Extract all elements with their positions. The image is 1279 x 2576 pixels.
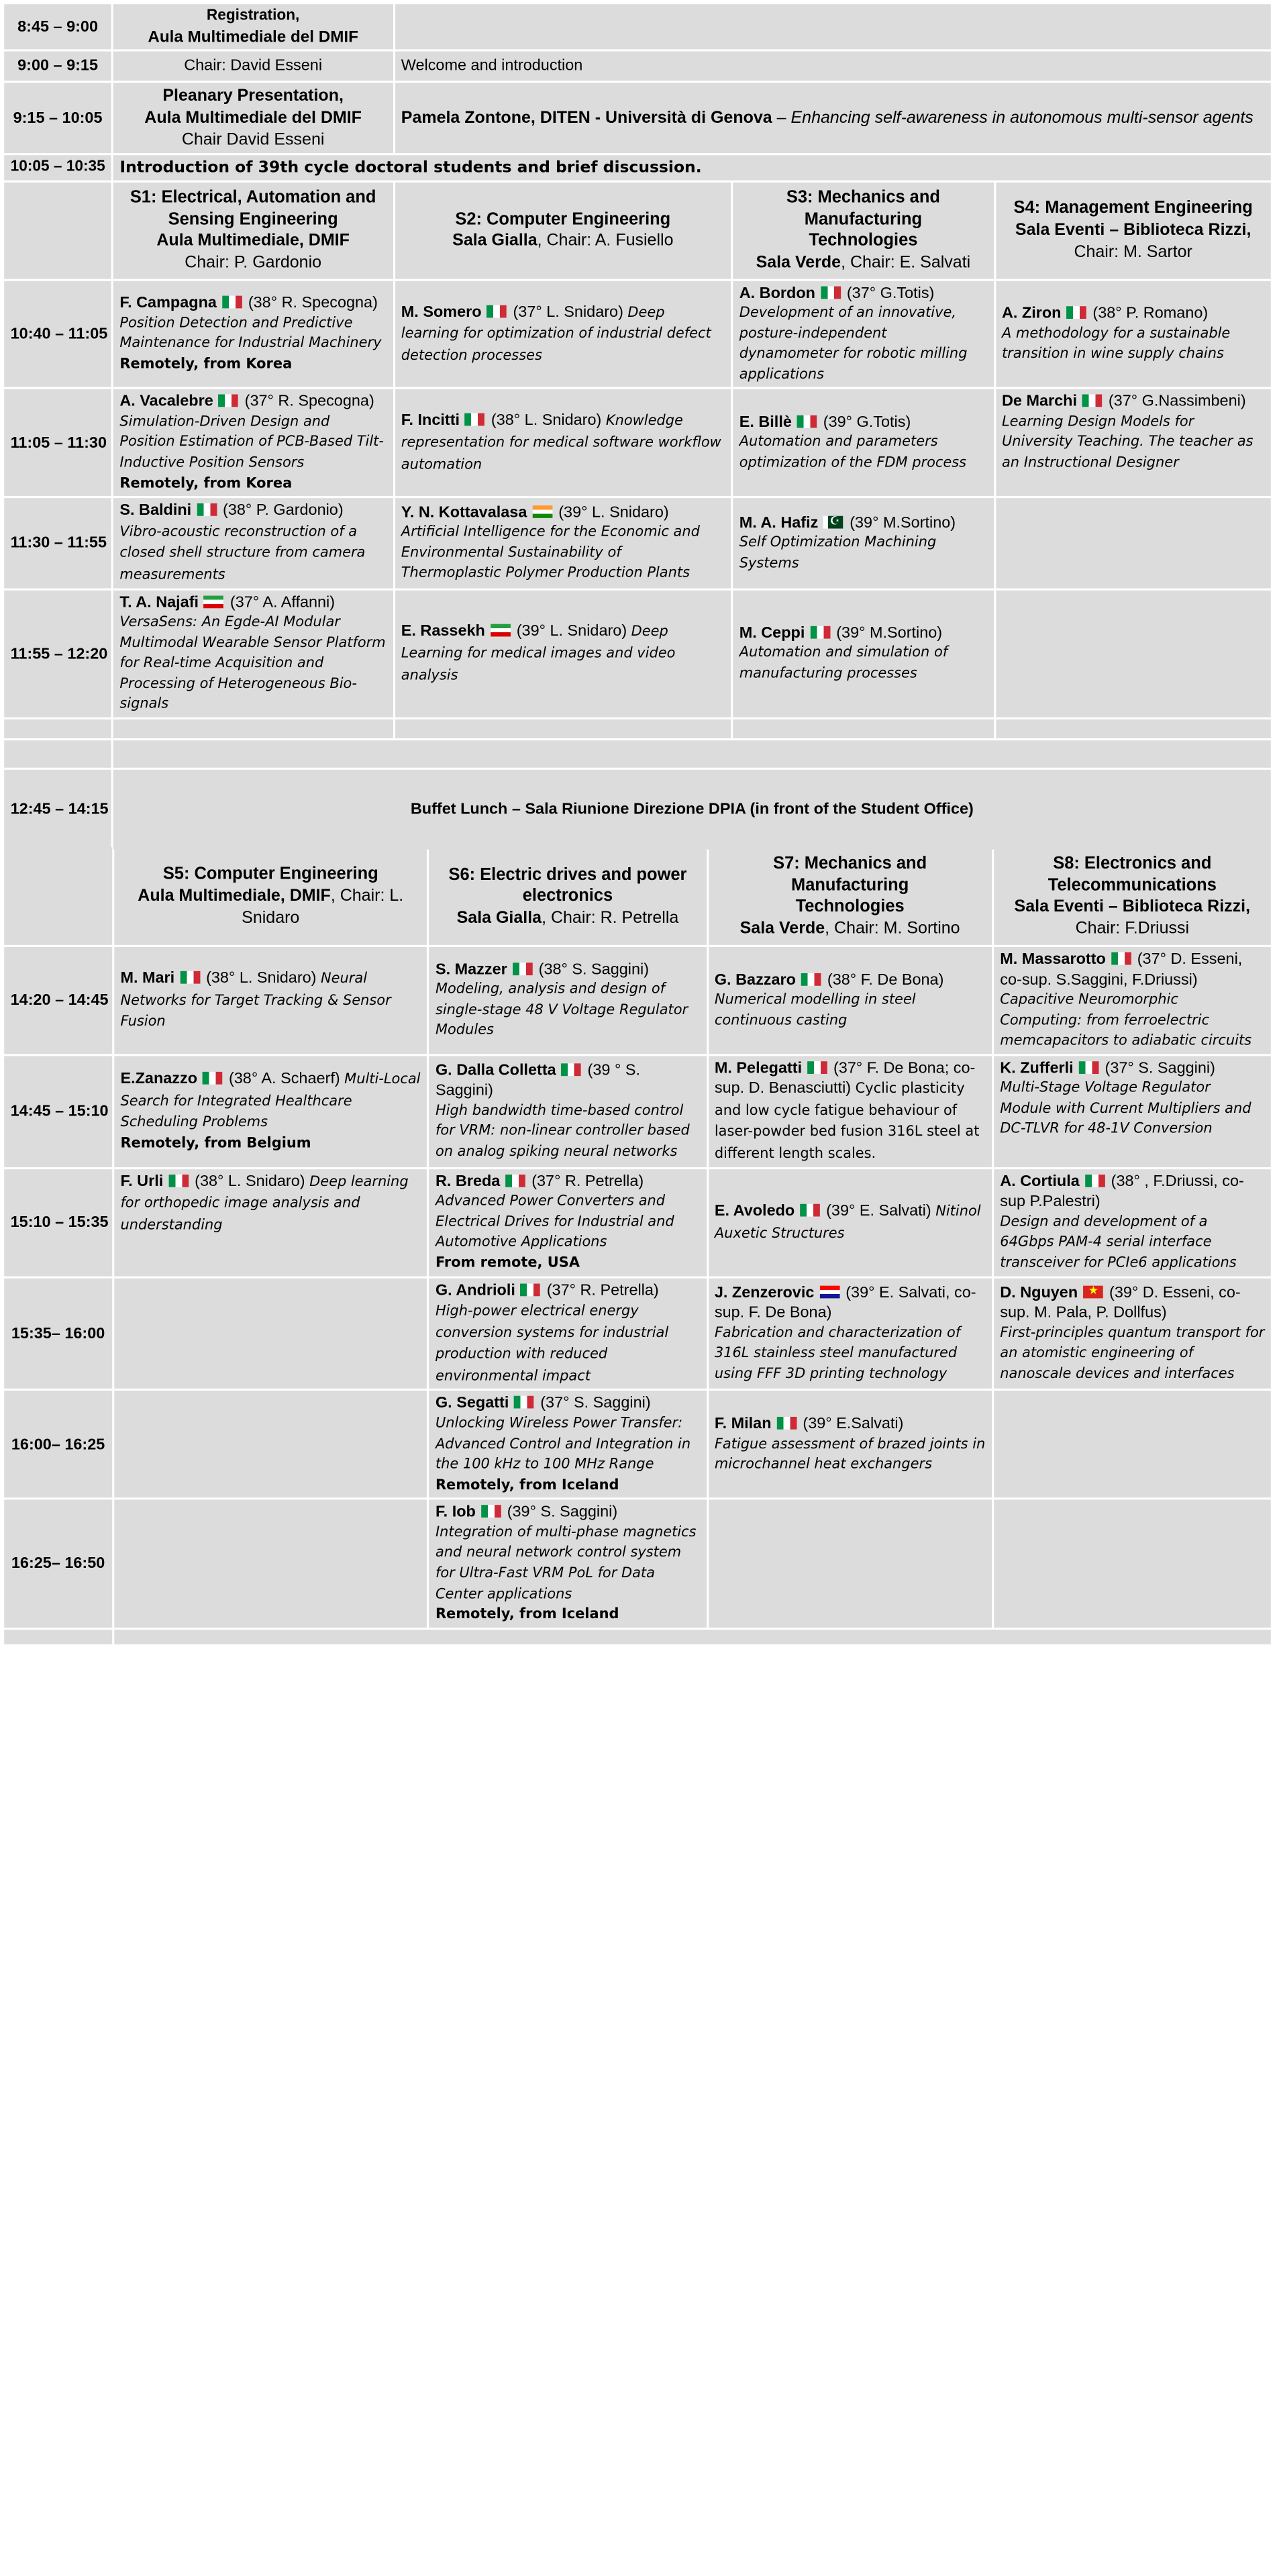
flag-it-icon bbox=[168, 1174, 189, 1187]
session-room: Sala Eventi – Biblioteca Rizzi, bbox=[1014, 897, 1251, 916]
supervisor-info: (38° S. Saggini) bbox=[538, 960, 650, 979]
talk-cell bbox=[733, 590, 993, 717]
row-spacer bbox=[4, 720, 1271, 738]
remote-note: Remotely, from Korea bbox=[119, 475, 293, 492]
talk-title: Deep Learning for medical images and video analysis bbox=[401, 624, 676, 684]
talk-cell bbox=[708, 1056, 991, 1167]
time-cell: 14:20 – 14:45 bbox=[4, 947, 112, 1054]
flag-ir-icon bbox=[491, 624, 511, 637]
flag-it-icon bbox=[487, 305, 507, 317]
student-name: F. Incitti bbox=[401, 411, 460, 430]
session-room: Sala Gialla bbox=[456, 908, 542, 927]
talk-title-block bbox=[1000, 990, 1264, 1052]
flag-it-icon bbox=[1066, 306, 1086, 319]
empty-cell bbox=[996, 590, 1271, 717]
plenary-talk bbox=[395, 83, 1270, 153]
talk-title-block bbox=[739, 432, 987, 473]
time-cell: 15:10 – 15:35 bbox=[4, 1169, 112, 1276]
intro-text: Introduction of 39th cycle doctoral students and brief discussion. bbox=[113, 155, 1271, 180]
session-header-s4 bbox=[996, 182, 1271, 279]
talk-cell bbox=[708, 947, 991, 1054]
registration-label: Registration, bbox=[206, 7, 300, 24]
row-afternoon-slot-2 bbox=[4, 1056, 1271, 1167]
student-name: F. Iob bbox=[435, 1503, 476, 1522]
student-name: M. A. Hafiz bbox=[739, 513, 819, 532]
talk-title: Nitinol Auxetic Structures bbox=[714, 1203, 981, 1242]
talk-title-block bbox=[1002, 324, 1264, 364]
flag-it-icon bbox=[514, 1396, 534, 1409]
row-afternoon-slot-1 bbox=[4, 947, 1271, 1054]
supervisor-info: (37° L. Snidaro) bbox=[513, 302, 623, 321]
empty-cell bbox=[4, 182, 111, 279]
flag-pk-icon bbox=[823, 515, 843, 528]
flag-it-icon bbox=[1082, 395, 1103, 407]
chair-cell: Chair: David Esseni bbox=[113, 52, 393, 81]
flag-it-icon bbox=[513, 962, 533, 975]
session-title: S6: Electric drives and power bbox=[448, 864, 687, 884]
student-name: M. Somero bbox=[401, 302, 482, 321]
flag-it-icon bbox=[1111, 952, 1131, 965]
time-cell: 8:45 – 9:00 bbox=[4, 4, 111, 49]
supervisor-info: (38° L. Snidaro) bbox=[195, 1172, 305, 1190]
supervisor-info: (39° E. Salvati) bbox=[826, 1201, 931, 1220]
talk-title-block bbox=[436, 1522, 700, 1604]
supervisor-info: (39° E. Salvati, co-sup. F. De Bona) bbox=[714, 1283, 976, 1322]
supervisor-info: (38° A. Schaerf) bbox=[228, 1069, 340, 1088]
supervisor-info: (37° G.Nassimbeni) bbox=[1108, 392, 1246, 411]
afternoon-table bbox=[2, 845, 1273, 1646]
flag-it-icon bbox=[1085, 1175, 1105, 1187]
supervisor-info: (37° R. Specogna) bbox=[244, 392, 374, 411]
session-title: S4: Management Engineering bbox=[1013, 198, 1253, 217]
time-cell: 11:05 – 11:30 bbox=[4, 389, 111, 496]
session-title: S7: Mechanics and Manufacturing bbox=[773, 854, 927, 895]
flag-it-icon bbox=[219, 395, 239, 407]
student-name: F. Campagna bbox=[119, 293, 217, 312]
talk-title: First-principles quantum transport for an atomistic engineering of nanoscale devices and interfaces bbox=[1000, 1325, 1265, 1383]
empty-cell bbox=[4, 720, 111, 738]
talk-title-block bbox=[1000, 1079, 1264, 1140]
talk-title: High-power electrical energy conversion systems for industrial production with reduced environmental impact bbox=[435, 1303, 669, 1385]
time-cell: 14:45 – 15:10 bbox=[4, 1056, 112, 1167]
talk-cell bbox=[708, 1278, 991, 1389]
flag-it-icon bbox=[797, 415, 817, 428]
talk-title-block bbox=[715, 1434, 986, 1475]
talk-title-block bbox=[119, 613, 387, 715]
talk-title: Fabrication and characterization of 316L stainless steel manufactured using FFF 3D printing technology bbox=[714, 1325, 961, 1383]
talk-title: Learning Design Models for University Teaching. The teacher as an Instructional Designer bbox=[1001, 413, 1254, 471]
supervisor-info: (37° G.Totis) bbox=[846, 283, 935, 302]
talk-title-block bbox=[739, 303, 987, 385]
time-cell: 11:55 – 12:20 bbox=[4, 590, 111, 717]
time-cell: 16:25– 16:50 bbox=[4, 1500, 112, 1628]
talk-cell bbox=[114, 947, 427, 1054]
remote-note: From remote, USA bbox=[435, 1255, 580, 1271]
student-name: M. Pelegatti bbox=[714, 1058, 803, 1077]
time-cell: 15:35– 16:00 bbox=[4, 1278, 112, 1389]
student-name: F. Milan bbox=[714, 1414, 772, 1433]
row-afternoon-slot-6 bbox=[4, 1500, 1271, 1628]
flag-it-icon bbox=[521, 1283, 541, 1296]
student-name: Y. N. Kottavalasa bbox=[401, 503, 527, 522]
empty-cell bbox=[996, 499, 1271, 588]
remote-note: Remotely, from Korea bbox=[119, 356, 293, 373]
empty-cell bbox=[4, 848, 112, 945]
session-chair: , Chair: E. Salvati bbox=[841, 253, 971, 272]
supervisor-info: (38° , F.Driussi, co-sup P.Palestri) bbox=[1000, 1172, 1244, 1211]
talk-cell bbox=[429, 1500, 707, 1628]
remote-note: Remotely, from Iceland bbox=[435, 1477, 619, 1493]
talk-title: Modeling, analysis and design of single-stage 48 V Voltage Regulator Modules bbox=[435, 981, 688, 1039]
talk-title: Design and development of a 64Gbps PAM-4 serial interface transceiver for PCIe6 applications bbox=[1000, 1213, 1237, 1271]
time-cell: 11:30 – 11:55 bbox=[4, 499, 111, 588]
flag-it-icon bbox=[801, 973, 821, 985]
talk-cell bbox=[395, 499, 731, 588]
session-title: S2: Computer Engineering bbox=[455, 209, 671, 229]
time-cell: 12:45 – 14:15 bbox=[4, 770, 111, 850]
student-name: M. Ceppi bbox=[739, 624, 805, 642]
welcome-text: Welcome and introduction bbox=[395, 52, 1270, 81]
talk-title-block bbox=[436, 980, 700, 1042]
empty-cell bbox=[395, 4, 1270, 49]
time-cell: 10:40 – 11:05 bbox=[4, 281, 111, 387]
student-name: E.Zanazzo bbox=[120, 1069, 198, 1088]
time-cell: 9:15 – 10:05 bbox=[4, 83, 111, 153]
session-title: S1: Electrical, Automation and bbox=[130, 187, 376, 207]
supervisor-info: (38° L. Snidaro) bbox=[206, 969, 317, 987]
talk-title: Simulation-Driven Design and Position Estimation of PCB-Based Tilt-Inductive Position Sensors bbox=[119, 413, 384, 471]
empty-cell bbox=[708, 1500, 991, 1628]
session-room: Aula Multimediale, DMIF bbox=[156, 232, 350, 250]
remote-note: Remotely, from Iceland bbox=[435, 1606, 619, 1623]
session-chair: Chair: F.Driussi bbox=[1075, 920, 1190, 938]
talk-title-block bbox=[739, 643, 987, 684]
flag-it-icon bbox=[465, 413, 485, 426]
time-cell: 16:00– 16:25 bbox=[4, 1391, 112, 1498]
talk-title: Deep learning for optimization of industrial defect detection processes bbox=[401, 304, 711, 364]
talk-title-block bbox=[401, 523, 725, 585]
plenary-title: Enhancing self-awareness in autonomous multi-sensor agents bbox=[790, 109, 1254, 127]
talk-cell bbox=[113, 281, 393, 387]
supervisor-info: (37° S. Saggini) bbox=[540, 1394, 651, 1412]
talk-title: Deep learning for orthopedic image analysis and understanding bbox=[120, 1174, 409, 1234]
talk-cell bbox=[994, 1169, 1271, 1276]
plenary-speaker: Pamela Zontone, DITEN - Università di Genova bbox=[401, 109, 772, 127]
session-room: Sala Eventi – Biblioteca Rizzi, bbox=[1015, 221, 1251, 239]
student-name: E. Rassekh bbox=[401, 622, 485, 640]
empty-cell bbox=[113, 720, 393, 738]
talk-cell bbox=[113, 499, 393, 588]
talk-title: Multi-Local Search for Integrated Healthcare Scheduling Problems bbox=[120, 1071, 421, 1131]
empty-cell bbox=[113, 740, 1271, 768]
talk-title-block bbox=[119, 412, 387, 474]
empty-cell bbox=[4, 740, 111, 768]
talk-title: Knowledge representation for medical software workflow automation bbox=[401, 413, 721, 473]
session-header-s2 bbox=[395, 182, 731, 279]
plenary-room: Aula Multimediale del DMIF bbox=[144, 109, 362, 128]
session-title: Technologies bbox=[795, 897, 905, 916]
supervisor-info: (38° R. Specogna) bbox=[248, 293, 378, 312]
row-registration bbox=[4, 4, 1271, 49]
talk-title-block bbox=[436, 1101, 700, 1162]
row-spacer bbox=[4, 1630, 1271, 1644]
supervisor-info: (38° L. Snidaro) bbox=[491, 411, 602, 430]
empty-cell bbox=[114, 1278, 427, 1389]
flag-it-icon bbox=[776, 1417, 797, 1430]
supervisor-info: (37° R. Petrella) bbox=[531, 1172, 644, 1190]
supervisor-info: (37° A. Affanni) bbox=[229, 593, 336, 611]
flag-it-icon bbox=[810, 626, 830, 639]
student-name: S. Baldini bbox=[119, 501, 192, 519]
flag-vn-icon bbox=[1083, 1285, 1103, 1298]
supervisor-info: (39 ° S. Saggini) bbox=[435, 1060, 640, 1100]
supervisor-info: (37° R. Petrella) bbox=[546, 1281, 659, 1299]
empty-cell bbox=[733, 720, 993, 738]
talk-cell bbox=[113, 389, 393, 496]
lunch-text: Buffet Lunch – Sala Riunione Direzione DPIA (in front of the Student Office) bbox=[113, 770, 1271, 850]
session-header-s7 bbox=[708, 848, 991, 945]
row-intro bbox=[4, 155, 1271, 180]
empty-cell bbox=[395, 720, 731, 738]
session-chair: , Chair: L. Snidaro bbox=[242, 887, 404, 927]
supervisor-info: (39° M.Sortino) bbox=[836, 624, 943, 642]
supervisor-info: (39° G.Totis) bbox=[823, 413, 911, 432]
talk-cell bbox=[395, 389, 731, 496]
talk-title-block bbox=[739, 533, 987, 574]
talk-title: Automation and simulation of manufacturing processes bbox=[739, 645, 948, 682]
talk-title-block bbox=[436, 1191, 700, 1253]
time-cell: 9:00 – 9:15 bbox=[4, 52, 111, 81]
session-title: Telecommunications bbox=[1047, 875, 1217, 895]
supervisor-info: (37° S. Saggini) bbox=[1105, 1058, 1215, 1077]
talk-cell bbox=[733, 281, 993, 387]
session-header-s6 bbox=[429, 848, 707, 945]
supervisor-info: (39° L. Snidaro) bbox=[516, 622, 627, 640]
talk-title-block bbox=[715, 1323, 986, 1385]
talk-cell bbox=[996, 281, 1271, 387]
empty-cell bbox=[4, 1630, 112, 1644]
talk-cell bbox=[733, 389, 993, 496]
flag-it-icon bbox=[800, 1204, 820, 1217]
talk-cell bbox=[708, 1391, 991, 1498]
flag-it-icon bbox=[821, 286, 841, 299]
talk-title: Integration of multi-phase magnetics and neural network control system for Ultra-Fast VRM PoL for Data Center applications bbox=[435, 1524, 697, 1602]
talk-title-block bbox=[1002, 412, 1264, 474]
supervisor-info: (37° D. Esseni, co-sup. S.Saggini, F.Driussi) bbox=[1000, 950, 1243, 989]
talk-cell bbox=[114, 1169, 427, 1276]
flag-it-icon bbox=[197, 503, 217, 516]
registration-room: Aula Multimediale del DMIF bbox=[148, 28, 358, 46]
session-chair: , Chair: A. Fusiello bbox=[537, 232, 674, 250]
flag-it-icon bbox=[1078, 1061, 1098, 1074]
flag-it-icon bbox=[180, 971, 200, 984]
empty-cell bbox=[994, 1500, 1271, 1628]
talk-cell bbox=[114, 1056, 427, 1167]
talk-title: Multi-Stage Voltage Regulator Module with Current Multipliers and DC-TLVR for 48-1V Conversion bbox=[1000, 1080, 1251, 1138]
talk-cell bbox=[429, 1056, 707, 1167]
student-name: F. Urli bbox=[120, 1172, 164, 1190]
session-room: Sala Gialla bbox=[452, 232, 538, 250]
talk-title: Advanced Power Converters and Electrical Drives for Industrial and Automotive Applications bbox=[435, 1193, 674, 1251]
student-name: A. Ziron bbox=[1001, 304, 1062, 322]
student-name: G. Andrioli bbox=[435, 1281, 515, 1299]
talk-title: Vibro-acoustic reconstruction of a closed shell structure from camera measurements bbox=[119, 524, 366, 583]
flag-it-icon bbox=[505, 1174, 525, 1187]
supervisor-info: (38° F. De Bona) bbox=[827, 971, 944, 989]
session-header-s3 bbox=[733, 182, 993, 279]
student-name: A. Cortiula bbox=[1000, 1172, 1080, 1190]
talk-title-block bbox=[1000, 1323, 1264, 1385]
talk-title: Unlocking Wireless Power Transfer: Advanced Control and Integration in the 100 kHz to 100 MHz Range bbox=[435, 1416, 691, 1473]
student-name: E. Billè bbox=[739, 413, 792, 432]
talk-cell bbox=[996, 389, 1271, 496]
plenary-chair: Chair David Esseni bbox=[181, 131, 325, 149]
session-header-s8 bbox=[994, 848, 1271, 945]
row-break-band bbox=[4, 740, 1271, 768]
talk-title-block bbox=[436, 1414, 700, 1475]
session-title: Technologies bbox=[809, 231, 918, 250]
talk-title: Position Detection and Predictive Maintenance for Industrial Machinery bbox=[119, 315, 382, 352]
plenary-cell bbox=[113, 83, 393, 153]
talk-title: Cyclic plasticity and low cycle fatigue behaviour of laser-powder bed fusion 316L steel at different length scales. bbox=[714, 1081, 980, 1162]
row-lunch bbox=[4, 770, 1271, 850]
flag-it-icon bbox=[481, 1505, 501, 1518]
talk-cell bbox=[429, 1169, 707, 1276]
talk-cell bbox=[994, 1056, 1271, 1167]
supervisor-info: (38° P. Gardonio) bbox=[223, 501, 344, 519]
talk-title: Development of an innovative, posture-independent dynamometer for robotic milling applications bbox=[739, 305, 968, 383]
row-afternoon-slot-4 bbox=[4, 1278, 1271, 1389]
session-title: S3: Mechanics and Manufacturing bbox=[786, 188, 940, 229]
supervisor-info: (39° D. Esseni, co-sup. M. Pala, P. Dollfus) bbox=[1000, 1283, 1241, 1322]
student-name: T. A. Najafi bbox=[119, 593, 199, 611]
schedule-table bbox=[2, 2, 1273, 852]
session-chair: Chair: M. Sartor bbox=[1074, 243, 1192, 261]
student-name: A. Vacalebre bbox=[119, 392, 213, 411]
student-name: J. Zenzerovic bbox=[714, 1283, 815, 1301]
flag-it-icon bbox=[561, 1063, 581, 1076]
student-name: R. Breda bbox=[435, 1172, 501, 1190]
row-afternoon-slot-3 bbox=[4, 1169, 1271, 1276]
flag-in-icon bbox=[532, 505, 552, 518]
talk-title-block bbox=[119, 313, 387, 354]
talk-cell bbox=[395, 281, 731, 387]
student-name: G. Dalla Colletta bbox=[435, 1060, 556, 1079]
session-header-s1 bbox=[113, 182, 393, 279]
supervisor-info: (37° F. De Bona; co-sup. D. Benasciutti) bbox=[714, 1058, 976, 1097]
talk-cell bbox=[429, 1278, 707, 1389]
empty-cell bbox=[114, 1630, 1271, 1644]
talk-cell bbox=[994, 1278, 1271, 1389]
empty-cell bbox=[994, 1391, 1271, 1498]
flag-ir-icon bbox=[204, 595, 224, 608]
supervisor-info: (38° P. Romano) bbox=[1092, 304, 1209, 322]
talk-cell bbox=[994, 947, 1271, 1054]
row-morning-slot-2 bbox=[4, 389, 1271, 496]
talk-title: High bandwidth time-based control for VRM: non-linear controller based on analog spiking neural networks bbox=[435, 1103, 690, 1160]
session-chair: , Chair: R. Petrella bbox=[542, 908, 679, 927]
session-header-s5 bbox=[114, 848, 427, 945]
row-plenary bbox=[4, 83, 1271, 153]
student-name: G. Bazzaro bbox=[714, 971, 797, 989]
registration-cell bbox=[113, 4, 393, 49]
talk-title: Capacitive Neuromorphic Computing: from ferroelectric memcapacitors to adiabatic circuits bbox=[1000, 992, 1252, 1049]
flag-it-icon bbox=[807, 1061, 827, 1074]
talk-title: Automation and parameters optimization of the FDM process bbox=[739, 434, 967, 471]
session-room: Sala Verde bbox=[739, 919, 825, 938]
supervisor-info: (39° M.Sortino) bbox=[850, 513, 956, 532]
student-name: De Marchi bbox=[1001, 392, 1078, 411]
row-morning-slot-4 bbox=[4, 590, 1271, 717]
talk-title: Numerical modelling in steel continuous casting bbox=[714, 992, 916, 1029]
supervisor-info: (39° E.Salvati) bbox=[803, 1414, 904, 1433]
talk-title-block bbox=[715, 990, 986, 1031]
student-name: D. Nguyen bbox=[1000, 1283, 1078, 1301]
session-title: electronics bbox=[522, 886, 613, 905]
row-afternoon-sessions bbox=[4, 848, 1271, 945]
empty-cell bbox=[996, 720, 1271, 738]
session-title: Sensing Engineering bbox=[168, 209, 338, 228]
talk-title: Neural Networks for Target Tracking & Sensor Fusion bbox=[120, 971, 391, 1030]
row-morning-sessions bbox=[4, 182, 1271, 279]
talk-title-block bbox=[1000, 1212, 1264, 1274]
talk-title: A methodology for a sustainable transition in wine supply chains bbox=[1001, 326, 1231, 362]
talk-cell bbox=[708, 1169, 991, 1276]
row-morning-slot-1 bbox=[4, 281, 1271, 387]
flag-it-icon bbox=[222, 296, 242, 309]
talk-cell bbox=[733, 499, 993, 588]
remote-note: Remotely, from Belgium bbox=[120, 1135, 311, 1152]
flag-it-icon bbox=[203, 1072, 223, 1085]
session-chair: , Chair: M. Sortino bbox=[825, 919, 960, 938]
session-room: Sala Verde bbox=[756, 253, 841, 272]
talk-cell bbox=[429, 1391, 707, 1498]
talk-cell bbox=[395, 590, 731, 717]
student-name: M. Mari bbox=[120, 969, 175, 987]
talk-title: Fatigue assessment of brazed joints in microchannel heat exchangers bbox=[714, 1436, 986, 1473]
talk-title: Artificial Intelligence for the Economic and Environmental Sustainability of Thermoplastic Polymer Production Plants bbox=[401, 524, 700, 582]
plenary-dash: – bbox=[772, 109, 791, 127]
student-name: E. Avoledo bbox=[714, 1201, 795, 1220]
session-chair: Chair: P. Gardonio bbox=[185, 254, 322, 272]
talk-cell bbox=[113, 590, 393, 717]
student-name: M. Massarotto bbox=[1000, 950, 1106, 969]
talk-title: VersaSens: An Egde-AI Modular Multimodal Wearable Sensor Platform for Real-time Acquisition and Processing of Heterogeneous Bio-signals bbox=[119, 614, 386, 713]
talk-title: Self Optimization Machining Systems bbox=[739, 534, 937, 572]
plenary-label: Pleanary Presentation, bbox=[162, 87, 344, 105]
row-welcome bbox=[4, 52, 1271, 81]
session-title: S5: Computer Engineering bbox=[162, 864, 378, 884]
talk-cell bbox=[429, 947, 707, 1054]
student-name: A. Bordon bbox=[739, 283, 815, 302]
student-name: S. Mazzer bbox=[435, 960, 507, 979]
row-morning-slot-3 bbox=[4, 499, 1271, 588]
empty-cell bbox=[114, 1391, 427, 1498]
supervisor-info: (39° L. Snidaro) bbox=[558, 503, 669, 522]
flag-hr-icon bbox=[819, 1285, 839, 1298]
time-cell: 10:05 – 10:35 bbox=[4, 155, 111, 180]
empty-cell bbox=[114, 1500, 427, 1628]
session-title: S8: Electronics and bbox=[1053, 853, 1212, 873]
student-name: G. Segatti bbox=[435, 1394, 509, 1412]
supervisor-info: (39° S. Saggini) bbox=[507, 1503, 618, 1522]
row-afternoon-slot-5 bbox=[4, 1391, 1271, 1498]
session-room: Aula Multimediale, DMIF bbox=[138, 887, 331, 905]
student-name: K. Zufferli bbox=[1000, 1058, 1074, 1077]
